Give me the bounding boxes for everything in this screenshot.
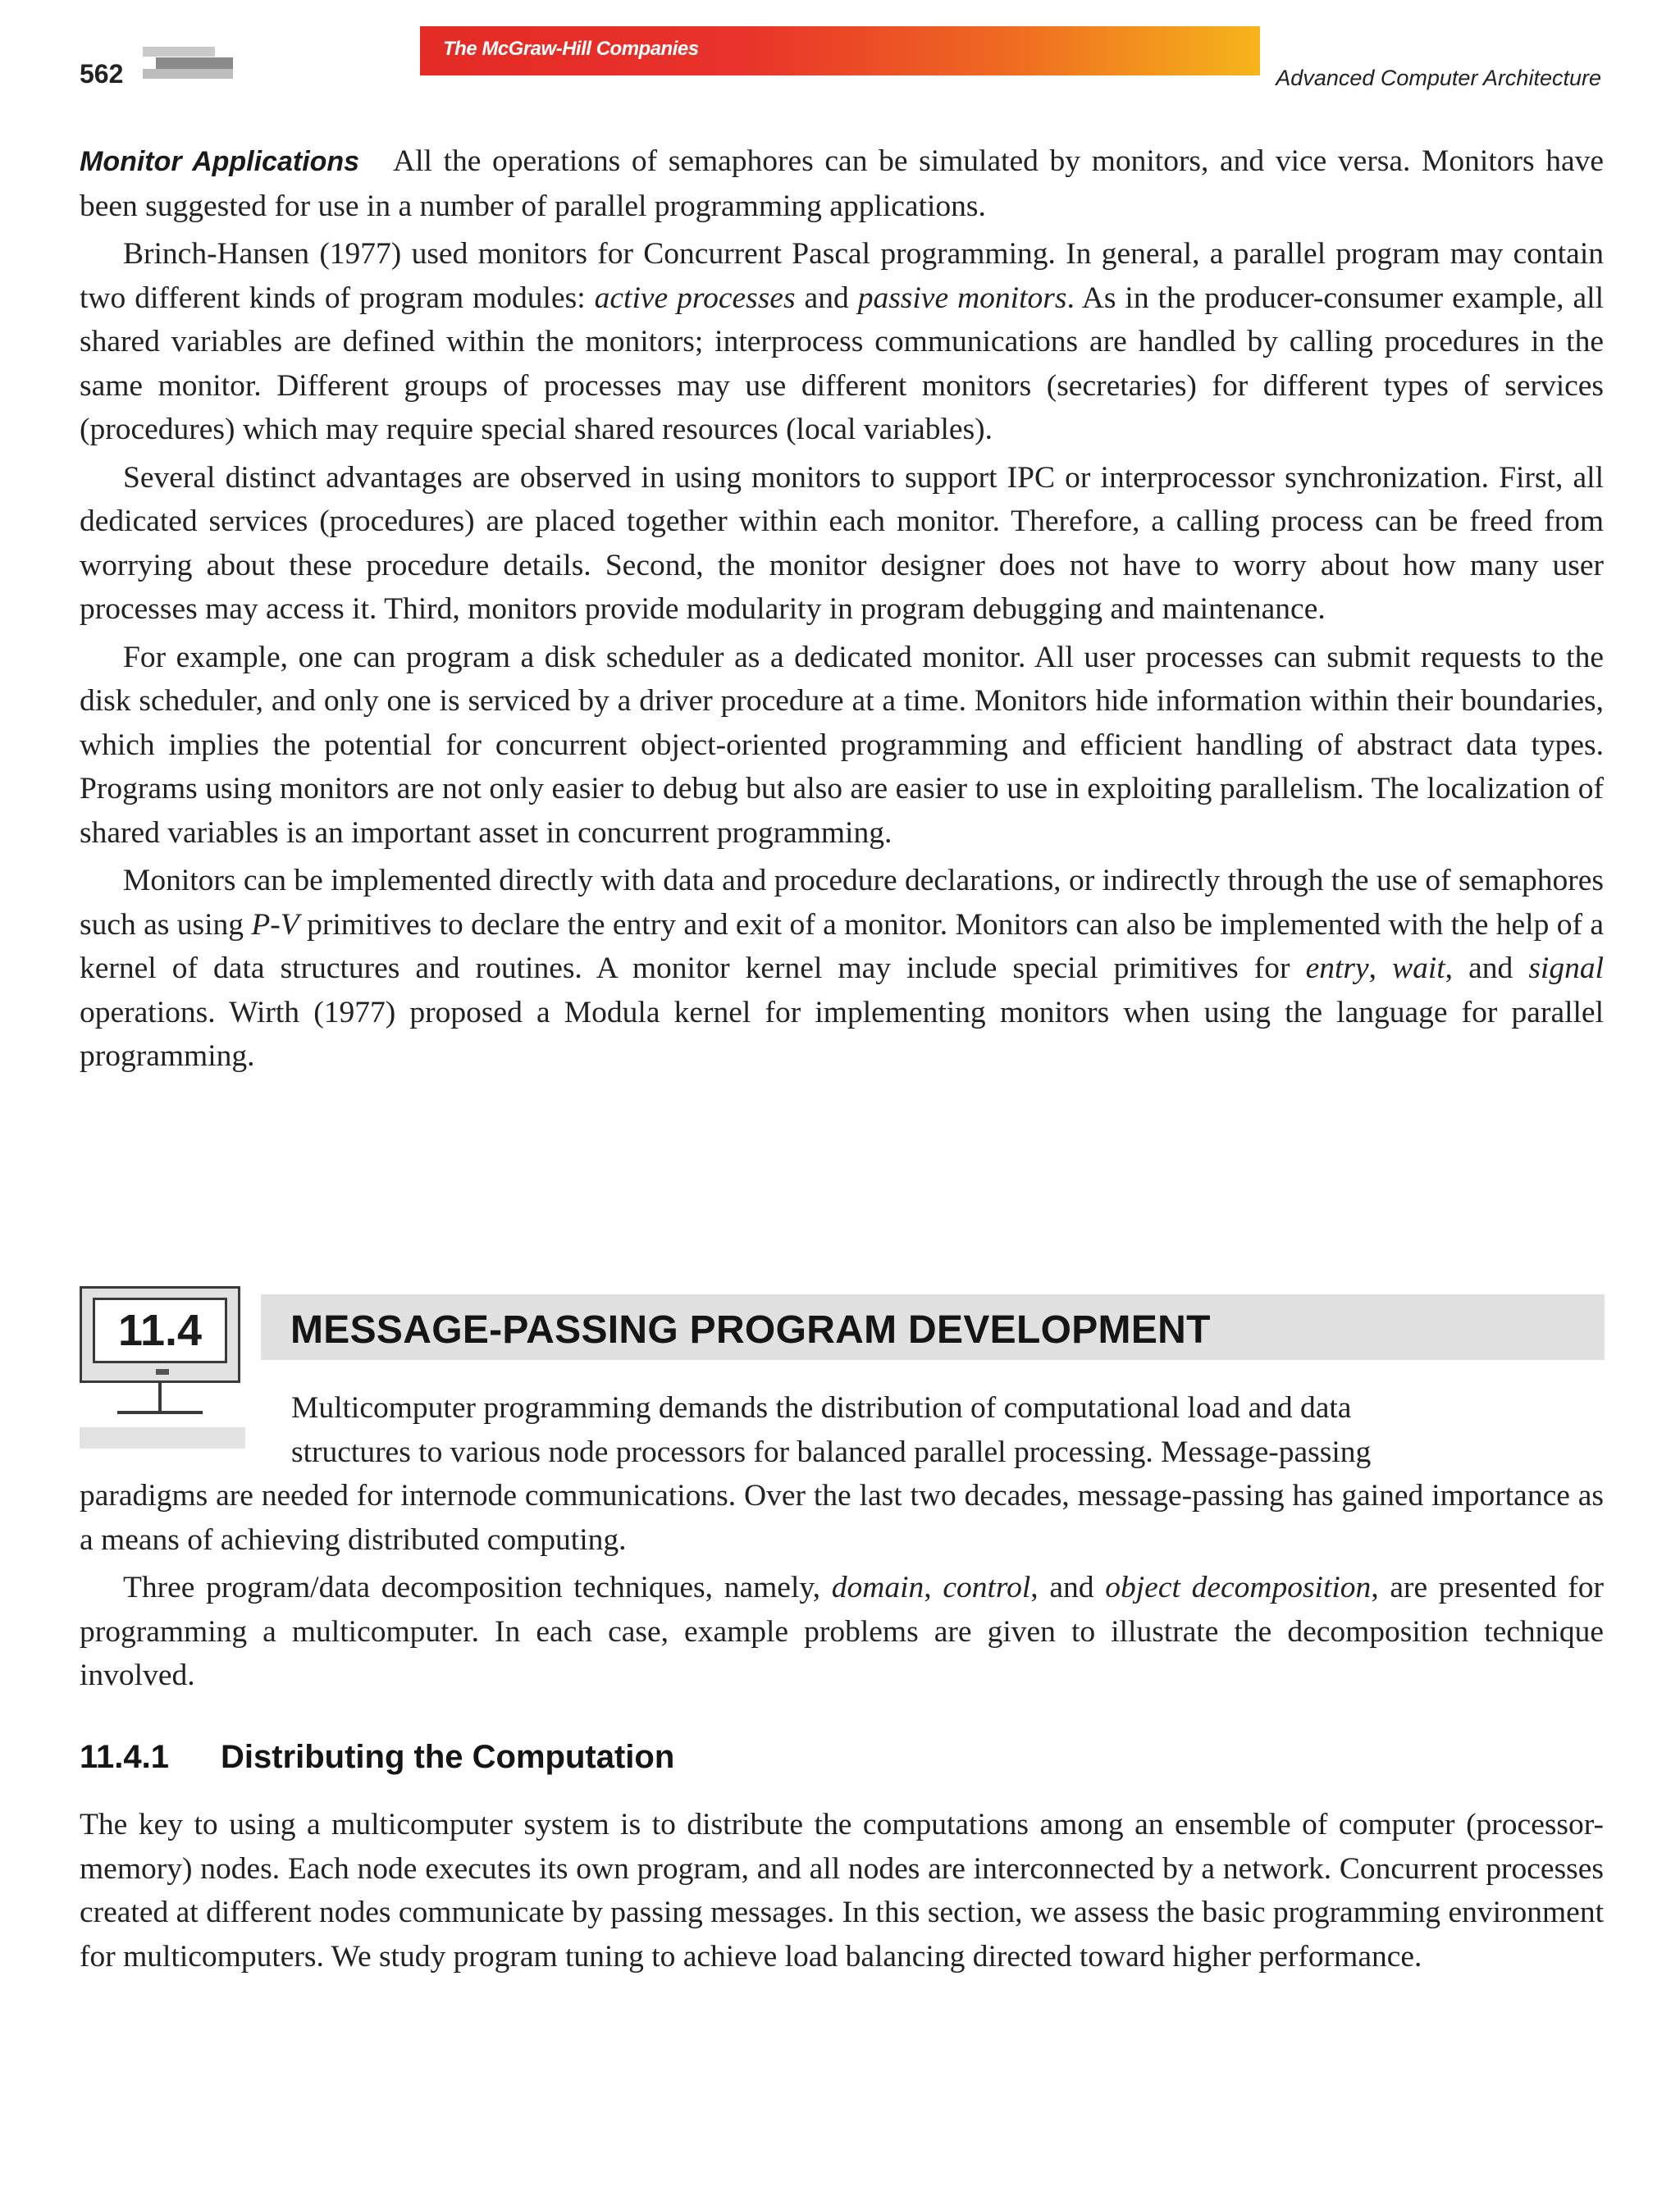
paragraph-text: Monitors can be implemented directly with data and procedure declarations, or indirectly through the use of semaphores such as using	[80, 864, 1604, 942]
monitor-applications-block	[80, 139, 1604, 1083]
paragraph: Several distinct advantages are observed in using monitors to support IPC or interprocessor synchronization. First, all dedicated services (procedures) are placed together within each monitor. Therefore, a calling process can be freed from worrying about these procedure details. Second, the monitor designer does not have to worry about how many user processes may access it. Third, monitors provide modularity in program debugging and maintenance.	[80, 460, 1604, 626]
paragraph-text: ,	[924, 1571, 943, 1604]
page-number: 562	[80, 59, 124, 89]
emphasis: control	[943, 1571, 1031, 1604]
paragraph-text: Three program/data decomposition techniques, namely,	[123, 1571, 832, 1604]
paragraph-text: , are presented for programming a multicomputer. In each case, example problems are given to illustrate the decomposition technique involved.	[80, 1571, 1605, 1692]
paragraph-text: operations. Wirth (1977) proposed a Modula kernel for implementing monitors when using the language for parallel programming.	[80, 995, 1604, 1073]
emphasis: active processes	[594, 281, 796, 315]
monitor-base	[117, 1411, 203, 1414]
subsection-heading	[80, 1739, 674, 1776]
paragraph-text: All the operations of semaphores can be simulated by monitors, and vice versa. Monitors have been suggested for use in a number of parallel programming applications.	[80, 144, 1604, 223]
emphasis: entry	[1305, 951, 1369, 985]
paragraph: paradigms are needed for internode communications. Over the last two decades, message-passing has gained importance as a means of achieving distributed computing.	[80, 1479, 1604, 1557]
emphasis: domain	[831, 1571, 924, 1604]
emphasis: object decomposition	[1105, 1571, 1372, 1604]
section-heading-band	[261, 1294, 1605, 1360]
paragraph-text: primitives to declare the entry and exit of a monitor. Monitors can also be implemented with the help of a kernel of data structures and routines. A monitor kernel may include special primitives for	[80, 907, 1604, 985]
paragraph-text: Brinch-Hansen (1977) used monitors for Concurrent Pascal programming. In general, a parallel program may contain two different kinds of program modules:	[80, 237, 1604, 315]
emphasis: wait	[1392, 951, 1445, 985]
paragraph-text: ,	[1368, 951, 1393, 985]
paragraph-text: and	[795, 281, 858, 315]
section-body	[80, 1474, 1604, 1702]
header-decoration-bar	[143, 47, 215, 57]
monitor-shadow	[80, 1427, 245, 1449]
subsection-body	[80, 1803, 1604, 1983]
monitor-stand	[158, 1383, 162, 1412]
emphasis: P-V	[251, 907, 299, 942]
section-number: 11.4	[93, 1298, 227, 1363]
section-monitor-icon	[80, 1286, 245, 1442]
runin-heading: Monitor Applications	[80, 146, 360, 177]
subsection-number: 11.4.1	[80, 1739, 170, 1775]
paragraph	[80, 859, 1604, 1079]
paragraph	[80, 1566, 1604, 1698]
running-head: Advanced Computer Architecture	[1276, 66, 1601, 90]
emphasis: signal	[1528, 951, 1604, 985]
paragraph: For example, one can program a disk scheduler as a dedicated monitor. All user processes can submit requests to the disk scheduler, and only one is serviced by a driver procedure at a time. Monitors hide information within their boundaries, which implies the potential for concurrent object-oriented programming and efficient handling of abstract data types. Programs using monitors are not only easier to debug but also are easier to use in exploiting parallelism. The localization of shared variables is an important asset in concurrent programming.	[80, 640, 1604, 850]
paragraph-line: structures to various node processors for balanced parallel processing. Message-passing	[291, 1435, 1372, 1469]
paragraph-text: . As in the producer-consumer example, all shared variables are defined within the monitors; interprocess communications are handled by calling procedures in the same monitor. Different groups of processes may use different monitors (secretaries) for different types of services (procedures) which may require special shared resources (local variables).	[80, 281, 1604, 446]
subsection-title: Distributing the Computation	[221, 1739, 675, 1775]
header-decoration-bar	[143, 69, 233, 79]
monitor-led	[156, 1369, 169, 1375]
section-intro-lines	[291, 1386, 1604, 1474]
monitor-frame	[80, 1286, 240, 1383]
paragraph-text: , and	[1445, 951, 1529, 985]
paragraph-line: Multicomputer programming demands the distribution of computational load and data	[291, 1391, 1352, 1425]
publisher-banner	[420, 26, 1260, 75]
paragraph-text: , and	[1030, 1571, 1106, 1604]
paragraph	[80, 232, 1604, 452]
section-title: MESSAGE-PASSING PROGRAM DEVELOPMENT	[290, 1308, 1211, 1352]
paragraph	[80, 139, 1604, 228]
emphasis: passive monitors	[857, 281, 1067, 315]
header-decoration-bar	[156, 57, 233, 69]
paragraph: The key to using a multicomputer system is to distribute the computations among an ensemble of computer (processor-memory) nodes. Each node executes its own program, and all nodes are interconnected by a network. Concurrent processes created at different nodes communicate by passing messages. In this section, we assess the basic programming environment for multicomputers. We study program tuning to achieve load balancing directed toward higher performance.	[80, 1808, 1604, 1974]
publisher-logo: The McGraw-Hill Companies	[443, 38, 699, 60]
